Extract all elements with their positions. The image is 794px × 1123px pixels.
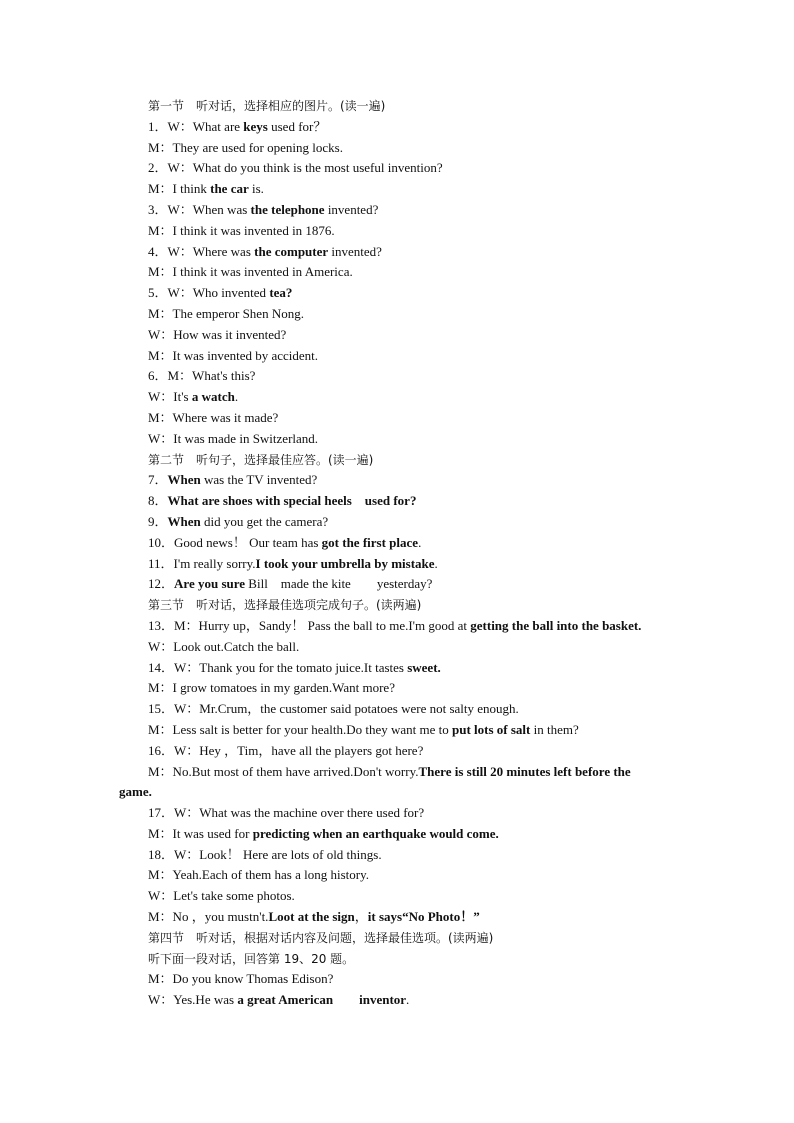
bold-text: There is still 20 minutes left before the bbox=[418, 763, 631, 779]
bold-text: Loot at the sign bbox=[268, 909, 355, 925]
bold-text: sweet. bbox=[407, 659, 441, 675]
text-line bbox=[0, 616, 794, 637]
text-span: M：I think it was invented in 1876. bbox=[148, 222, 335, 238]
text-span: M：I grow tomatoes in my garden.Want more? bbox=[148, 680, 395, 696]
text-line bbox=[0, 741, 794, 762]
text-span: 8． bbox=[148, 493, 168, 509]
text-span: 12． bbox=[148, 576, 175, 592]
text-span: M：I think bbox=[148, 181, 211, 197]
bold-text: the car bbox=[210, 181, 249, 197]
text-span: invented? bbox=[324, 201, 379, 217]
text-span: 13．M：Hurry up，Sandy！ Pass the ball to me.I'm good at bbox=[148, 617, 471, 633]
text-span: 14．W：Thank you for the tomato juice.It tastes bbox=[148, 659, 408, 675]
text-line bbox=[0, 658, 794, 679]
text-span: 18．W：Look！ Here are lots of old things. bbox=[148, 846, 382, 862]
text-span: . bbox=[234, 389, 239, 405]
text-span: did you get the camera? bbox=[200, 513, 329, 529]
text-line bbox=[0, 824, 794, 845]
text-span: in them? bbox=[530, 721, 579, 737]
text-line bbox=[0, 262, 794, 283]
text-span: M：Do you know Thomas Edison? bbox=[148, 971, 334, 987]
bold-text: keys bbox=[243, 118, 268, 134]
text-span: 17．W：What was the machine over there used for? bbox=[148, 805, 425, 821]
text-line bbox=[0, 720, 794, 741]
text-span: . bbox=[434, 555, 438, 571]
section-heading: 第二节 听句子，选择最佳应答。(读一遍) bbox=[148, 452, 374, 467]
text-line bbox=[0, 179, 794, 200]
bold-text: got the first place bbox=[321, 534, 419, 550]
text-line bbox=[0, 325, 794, 346]
text-line bbox=[0, 533, 794, 554]
text-line bbox=[0, 574, 794, 595]
text-span: was the TV invented? bbox=[200, 472, 318, 488]
text-span: . bbox=[406, 992, 410, 1008]
text-line bbox=[0, 242, 794, 263]
bold-text: What are shoes with special heels used for? bbox=[167, 493, 417, 509]
text-line bbox=[0, 865, 794, 886]
text-span: W：Yes.He was bbox=[148, 992, 238, 1008]
text-line bbox=[0, 554, 794, 575]
text-span: 1．W：What are bbox=[148, 118, 244, 134]
text-span: M：I think it was invented in America. bbox=[148, 264, 353, 280]
text-span: W：It's bbox=[148, 389, 192, 405]
text-span: ， bbox=[354, 909, 368, 925]
text-span: 10．Good news！ Our team has bbox=[148, 534, 322, 550]
text-span: is. bbox=[248, 181, 264, 197]
bold-text: game. bbox=[119, 784, 152, 800]
text-span: 4．W：Where was bbox=[148, 243, 255, 259]
bold-text: a great American inventor bbox=[237, 992, 407, 1008]
text-line bbox=[0, 845, 794, 866]
section-heading: 第一节 听对话，选择相应的图片。(读一遍) bbox=[148, 99, 386, 113]
bold-text: a watch bbox=[191, 389, 235, 405]
text-line bbox=[0, 637, 794, 658]
section-heading: 第四节 听对话，根据对话内容及问题，选择最佳选项。(读两遍) bbox=[148, 930, 494, 945]
bold-text: When bbox=[167, 513, 201, 529]
text-span: 3．W：When was bbox=[148, 201, 251, 217]
text-line bbox=[0, 138, 794, 159]
bold-text: it says“No Photo！” bbox=[367, 909, 480, 925]
text-line bbox=[0, 304, 794, 325]
text-span: 2．W：What do you think is the most useful invention? bbox=[148, 160, 443, 176]
text-line bbox=[0, 762, 794, 783]
text-span: Bill made the kite yesterday? bbox=[245, 576, 433, 592]
text-span: W：It was made in Switzerland. bbox=[148, 430, 319, 446]
text-span: M：No.But most of them have arrived.Don't worry. bbox=[148, 763, 419, 779]
text-line bbox=[0, 158, 794, 179]
text-span: M：Where was it made? bbox=[148, 409, 279, 425]
text-span: 6．M：What's this? bbox=[148, 368, 256, 384]
text-span: W：How was it invented? bbox=[148, 326, 287, 342]
section-heading: 第三节 听对话，选择最佳选项完成句子。(读两遍) bbox=[148, 598, 422, 613]
text-span: 16．W：Hey ，Tim，have all the players got here? bbox=[148, 742, 424, 758]
text-span: M：The emperor Shen Nong. bbox=[148, 305, 304, 321]
bold-text: Are you sure bbox=[174, 576, 246, 592]
text-line bbox=[0, 886, 794, 907]
text-span: M：They are used for opening locks. bbox=[148, 139, 343, 155]
text-line bbox=[0, 283, 794, 304]
text-span: W：Look out.Catch the ball. bbox=[148, 638, 300, 654]
text-line bbox=[0, 907, 794, 928]
text-line bbox=[0, 470, 794, 491]
text-span: M：It was used for bbox=[148, 825, 253, 841]
text-line bbox=[0, 200, 794, 221]
text-line bbox=[0, 969, 794, 990]
text-span: 7． bbox=[148, 472, 168, 488]
text-line bbox=[0, 491, 794, 512]
text-span: M：No ，you mustn't. bbox=[148, 909, 269, 925]
section-heading: 听下面一段对话，回答第 19、20 题。 bbox=[148, 951, 355, 966]
text-line bbox=[0, 512, 794, 533]
bold-text: getting the ball into the basket. bbox=[470, 617, 642, 633]
bold-text: predicting when an earthquake would come. bbox=[252, 825, 499, 841]
text-line bbox=[0, 699, 794, 720]
text-span: invented? bbox=[328, 243, 382, 259]
text-line bbox=[0, 678, 794, 699]
text-span: M：Yeah.Each of them has a long history. bbox=[148, 867, 369, 883]
text-span: used for？ bbox=[267, 118, 327, 134]
text-line bbox=[0, 221, 794, 242]
text-span: M：Less salt is better for your health.Do they want me to bbox=[148, 721, 452, 737]
text-line bbox=[0, 117, 794, 138]
bold-text: put lots of salt bbox=[452, 721, 531, 737]
text-span: 15．W：Mr.Crum，the customer said potatoes were not salty enough. bbox=[148, 701, 519, 717]
bold-text: When bbox=[167, 472, 201, 488]
text-line bbox=[0, 782, 794, 803]
text-line bbox=[0, 408, 794, 429]
text-line bbox=[0, 366, 794, 387]
text-span: W：Let's take some photos. bbox=[148, 888, 295, 904]
text-span: 11．I'm really sorry. bbox=[148, 555, 256, 571]
bold-text: the telephone bbox=[250, 201, 325, 217]
bold-text: I took your umbrella by mistake bbox=[255, 555, 435, 571]
text-line bbox=[0, 990, 794, 1011]
text-span: 9． bbox=[148, 513, 168, 529]
text-line bbox=[0, 387, 794, 408]
text-span: 5．W：Who invented bbox=[148, 285, 270, 301]
text-line bbox=[0, 346, 794, 367]
text-span: M：It was invented by accident. bbox=[148, 347, 319, 363]
text-line bbox=[0, 429, 794, 450]
bold-text: the computer bbox=[254, 243, 329, 259]
text-line bbox=[0, 803, 794, 824]
bold-text: tea? bbox=[269, 285, 293, 301]
document-page bbox=[0, 96, 794, 1011]
text-span: . bbox=[418, 534, 422, 550]
